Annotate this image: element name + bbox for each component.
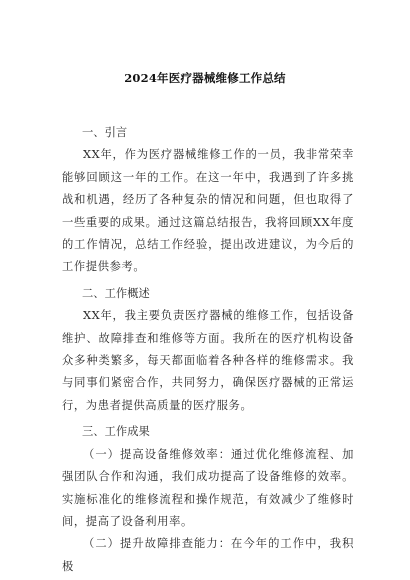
section-heading-introduction: 一、引言 bbox=[82, 126, 128, 139]
section-heading-results: 三、工作成果 bbox=[82, 425, 150, 439]
section-heading-overview: 二、工作概述 bbox=[82, 286, 150, 300]
document-title: 2024年医疗器械维修工作总结 bbox=[124, 71, 286, 85]
results-item-troubleshooting: （二）提升故障排查能力：在今年的工作中，我积极 bbox=[62, 537, 354, 573]
section-paragraph-overview: XX年，我主要负责医疗器械的维修工作，包括设备维护、故障排查和维修等方面。我所在的医疗机构设备众多种类繁多，每天都面临着各种各样的维修需求。我与同事们紧密合作，共同努力，确保医疗器械的正常运行，为患者提供高质量的医疗服务。 bbox=[62, 309, 354, 412]
results-item-efficiency: （一）提高设备维修效率：通过优化维修流程、加强团队合作和沟通，我们成功提高了设备维修的效率。实施标准化的维修流程和操作规范，有效减少了维修时间，提高了设备利用率。 bbox=[62, 447, 354, 528]
section-paragraph-introduction: XX年，作为医疗器械维修工作的一员，我非常荣幸能够回顾这一年的工作。在这一年中，我遇到了许多挑战和机遇，经历了各种复杂的情况和问题，但也取得了一些重要的成果。通过这篇总结报告，我将回顾XX年度的工作情况，总结工作经验，提出改进建议，为今后的工作提供参考。 bbox=[62, 148, 354, 274]
document-body bbox=[62, 118, 354, 578]
